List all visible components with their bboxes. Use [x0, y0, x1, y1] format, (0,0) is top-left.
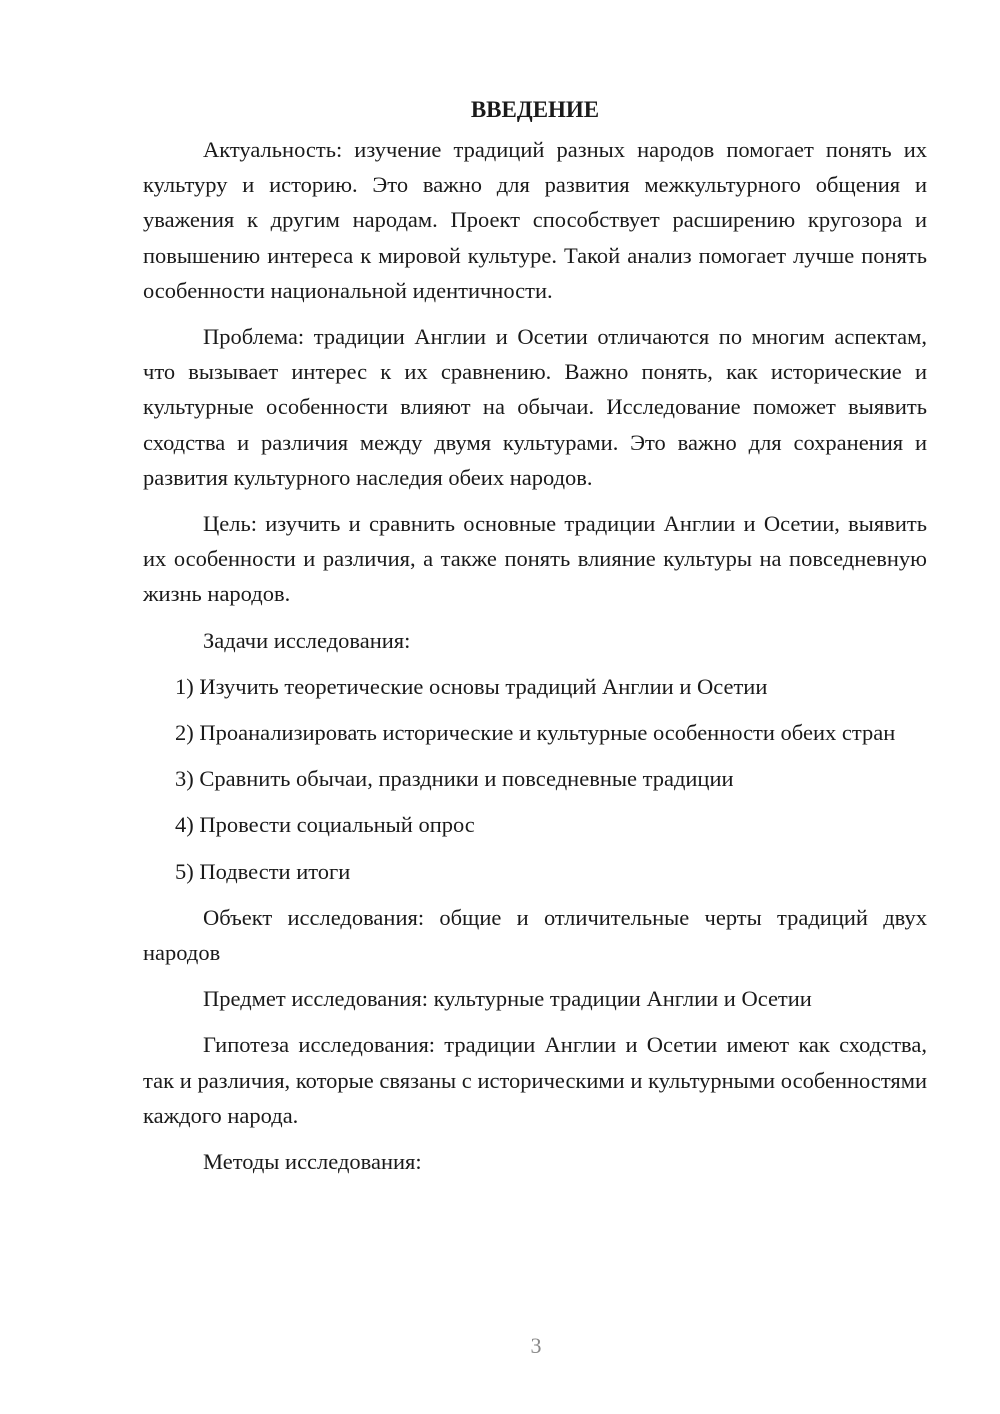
hypothesis-paragraph: Гипотеза исследования: традиции Англии и Осетии имеют как сходства, так и различия, которые связаны с историческими и культурными особенностями каждого народа. — [143, 1032, 927, 1128]
task-item: 3) Сравнить обычаи, праздники и повседневные традиции — [175, 766, 734, 792]
task-item: 4) Провести социальный опрос — [175, 812, 475, 838]
object-paragraph: Объект исследования: общие и отличительные черты традиций двух народов — [143, 904, 927, 966]
task-item: 2) Проанализировать исторические и культурные особенности обеих стран — [175, 720, 896, 746]
task-item: 5) Подвести итоги — [175, 858, 351, 884]
goal-paragraph: Цель: изучить и сравнить основные традиции Англии и Осетии, выявить их особенности и различия, а также понять влияние культуры на повседневную жизнь народов. — [143, 511, 927, 607]
problem-paragraph: Проблема: традиции Англии и Осетии отличаются по многим аспектам, что вызывает интерес к их сравнению. Важно понять, как исторические и культурные особенности влияют на обычаи. Исследование поможет выявить сходства и различия между двумя культурами. Это важно для сохранения и развития культурного наследия обеих народов. — [143, 324, 927, 490]
task-item: 1) Изучить теоретические основы традиций Англии и Осетии — [175, 673, 768, 699]
tasks-heading: Задачи исследования: — [203, 627, 411, 653]
methods-heading: Методы исследования: — [203, 1149, 422, 1175]
page-number: 3 — [530, 1333, 542, 1358]
subject-paragraph: Предмет исследования: культурные традиции Англии и Осетии — [203, 986, 812, 1012]
section-title: ВВЕДЕНИЕ — [470, 97, 600, 122]
relevance-paragraph: Актуальность: изучение традиций разных народов помогает понять их культуру и историю. Это важно для развития межкультурного общения и уважения к другим народам. Проект способствует расширению кругозора и повышению интереса к мировой культуре. Такой анализ помогает лучше понять особенности национальной идентичности. — [143, 137, 927, 303]
document-page — [143, 92, 927, 1190]
